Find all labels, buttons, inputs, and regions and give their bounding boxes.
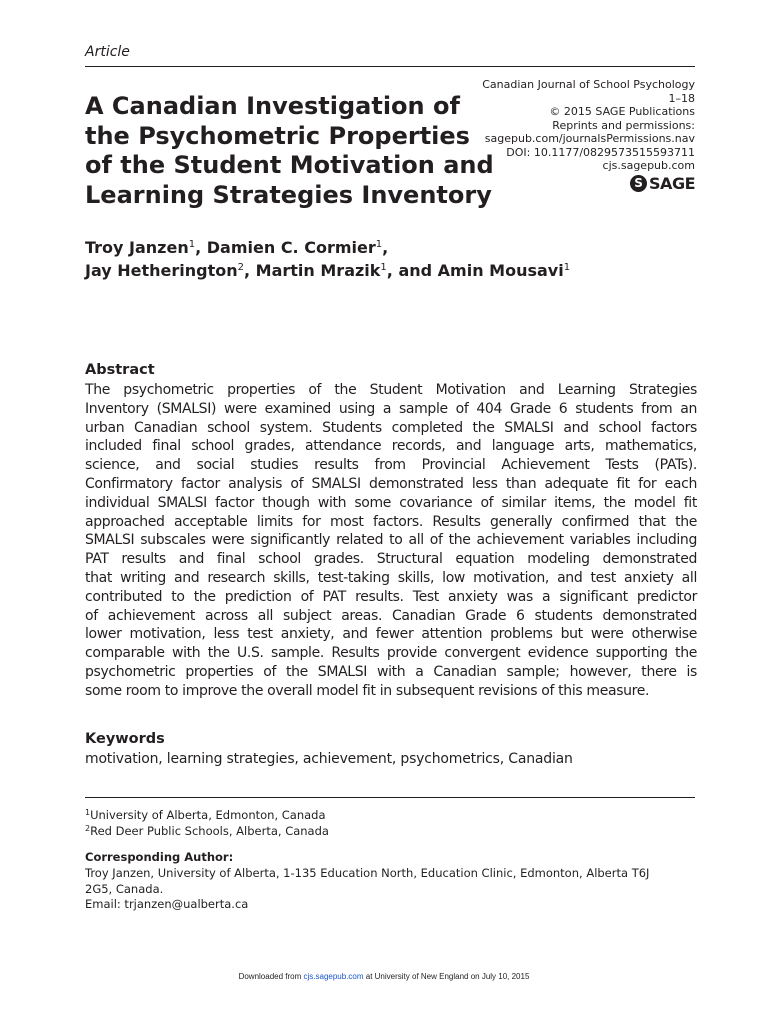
abstract-heading: Abstract: [85, 362, 155, 378]
abstract-line: Confirmatory factor analysis of SMALSI demonstrated less than adequate fit for each: [85, 475, 697, 492]
article-type-label: Article: [85, 44, 130, 60]
affiliation-text: Red Deer Public Schools, Alberta, Canada: [90, 824, 329, 838]
affiliation-list: [85, 807, 329, 839]
sage-logo-text: SAGE: [649, 174, 695, 193]
sage-logo-icon: S: [630, 175, 647, 192]
keywords-heading: Keywords: [85, 731, 165, 747]
affiliation-number: 1: [85, 808, 91, 817]
abstract-line: individual SMALSI factor though with some covariance of similar items, the model fit: [85, 494, 697, 511]
author-separator: ,: [195, 238, 207, 257]
abstract-line: included final school grades, attendance records, and language arts, mathematics,: [85, 438, 697, 455]
author-list: [85, 236, 705, 282]
abstract-line: psychometric properties of the SMALSI with a Canadian sample; however, there is: [85, 663, 697, 680]
author-separator: ,: [382, 238, 389, 257]
author-affiliation-mark: 2: [237, 262, 245, 273]
author-name: Amin Mousavi: [437, 261, 564, 280]
journal-name: Canadian Journal of School Psychology: [482, 78, 695, 91]
author-affiliation-mark: 1: [563, 262, 571, 273]
affiliation-number: 2: [85, 824, 91, 833]
corresponding-author-details: [85, 866, 685, 913]
title-line: Learning Strategies Inventory: [85, 180, 492, 209]
sage-logo: [630, 174, 695, 193]
abstract-line: lower motivation, less test anxiety, and fewer attention problems but were otherwise: [85, 626, 697, 643]
journal-site-link[interactable]: cjs.sagepub.com: [602, 159, 695, 172]
abstract-line: approached acceptable limits for most factors. Results generally confirmed that the: [85, 513, 697, 530]
abstract-line: comparable with the U.S. sample. Results provide convergent evidence supporting the: [85, 645, 697, 662]
title-line: A Canadian Investigation of: [85, 92, 460, 120]
title-line: of the Student Motivation and: [85, 151, 494, 179]
download-source-link[interactable]: cjs.sagepub.com: [303, 972, 364, 981]
abstract-line: that writing and research skills, test-taking skills, low motivation, and test anxiety all: [85, 569, 697, 586]
author-line: [85, 259, 705, 282]
download-note-suffix: at University of New England on July 10, 2015: [363, 972, 530, 981]
author-separator: , and: [386, 261, 438, 280]
journal-copyright: © 2015 SAGE Publications: [549, 105, 695, 118]
author-name: Jay Hetherington: [85, 261, 238, 280]
author-name: Damien C. Cormier: [206, 238, 376, 257]
download-note: [0, 972, 768, 981]
journal-reprints: Reprints and permissions:: [552, 118, 695, 132]
header-rule: [85, 66, 695, 67]
title-line: the Psychometric Properties: [85, 121, 470, 150]
abstract-line: Inventory (SMALSI) were examined using a sample of 404 Grade 6 students from an: [85, 400, 697, 417]
author-name: Troy Janzen: [85, 238, 189, 257]
abstract-text: [85, 381, 697, 701]
article-title: [85, 92, 505, 210]
journal-permissions-link[interactable]: sagepub.com/journalsPermissions.nav: [484, 132, 695, 145]
abstract-line: urban Canadian school system. Students completed the SMALSI and school factors: [85, 419, 697, 436]
journal-doi[interactable]: DOI: 10.1177/0829573515593711: [506, 145, 695, 159]
author-separator: ,: [244, 261, 256, 280]
affiliation-item: [85, 807, 329, 823]
footnote-rule: [85, 797, 695, 798]
abstract-line: science, and social studies results from Provincial Achievement Tests (PATs).: [85, 457, 697, 474]
author-line: [85, 236, 705, 259]
corresponding-email[interactable]: Email: trjanzen@ualberta.ca: [85, 897, 249, 911]
corresponding-address-line: 2G5, Canada.: [85, 881, 164, 896]
abstract-line: contributed to the prediction of PAT results. Test anxiety was a significant predictor: [85, 588, 697, 605]
abstract-line: of achievement across all subject areas. Canadian Grade 6 students demonstrated: [85, 607, 697, 624]
abstract-line: PAT results and final school grades. Structural equation modeling demonstrated: [85, 551, 697, 568]
author-affiliation-mark: 1: [188, 239, 196, 250]
abstract-line: The psychometric properties of the Student Motivation and Learning Strategies: [85, 382, 697, 398]
affiliation-text: University of Alberta, Edmonton, Canada: [90, 808, 326, 822]
keywords-text: motivation, learning strategies, achievement, psychometrics, Canadian: [85, 751, 573, 767]
corresponding-address-line: Troy Janzen, University of Alberta, 1-135 Education North, Education Clinic, Edmonton, Alberta T6J: [85, 866, 650, 880]
abstract-line: some room to improve the overall model fit in subsequent revisions of this measure.: [85, 682, 650, 699]
author-name: Martin Mrazik: [255, 261, 381, 280]
author-affiliation-mark: 1: [375, 239, 383, 250]
journal-pages: 1–18: [668, 91, 695, 105]
download-note-prefix: Downloaded from: [238, 972, 304, 981]
affiliation-item: [85, 823, 329, 839]
corresponding-author-heading: Corresponding Author:: [85, 850, 234, 864]
author-affiliation-mark: 1: [380, 262, 387, 273]
abstract-line: SMALSI subscales were significantly related to all of the achievement variables including: [85, 532, 697, 549]
